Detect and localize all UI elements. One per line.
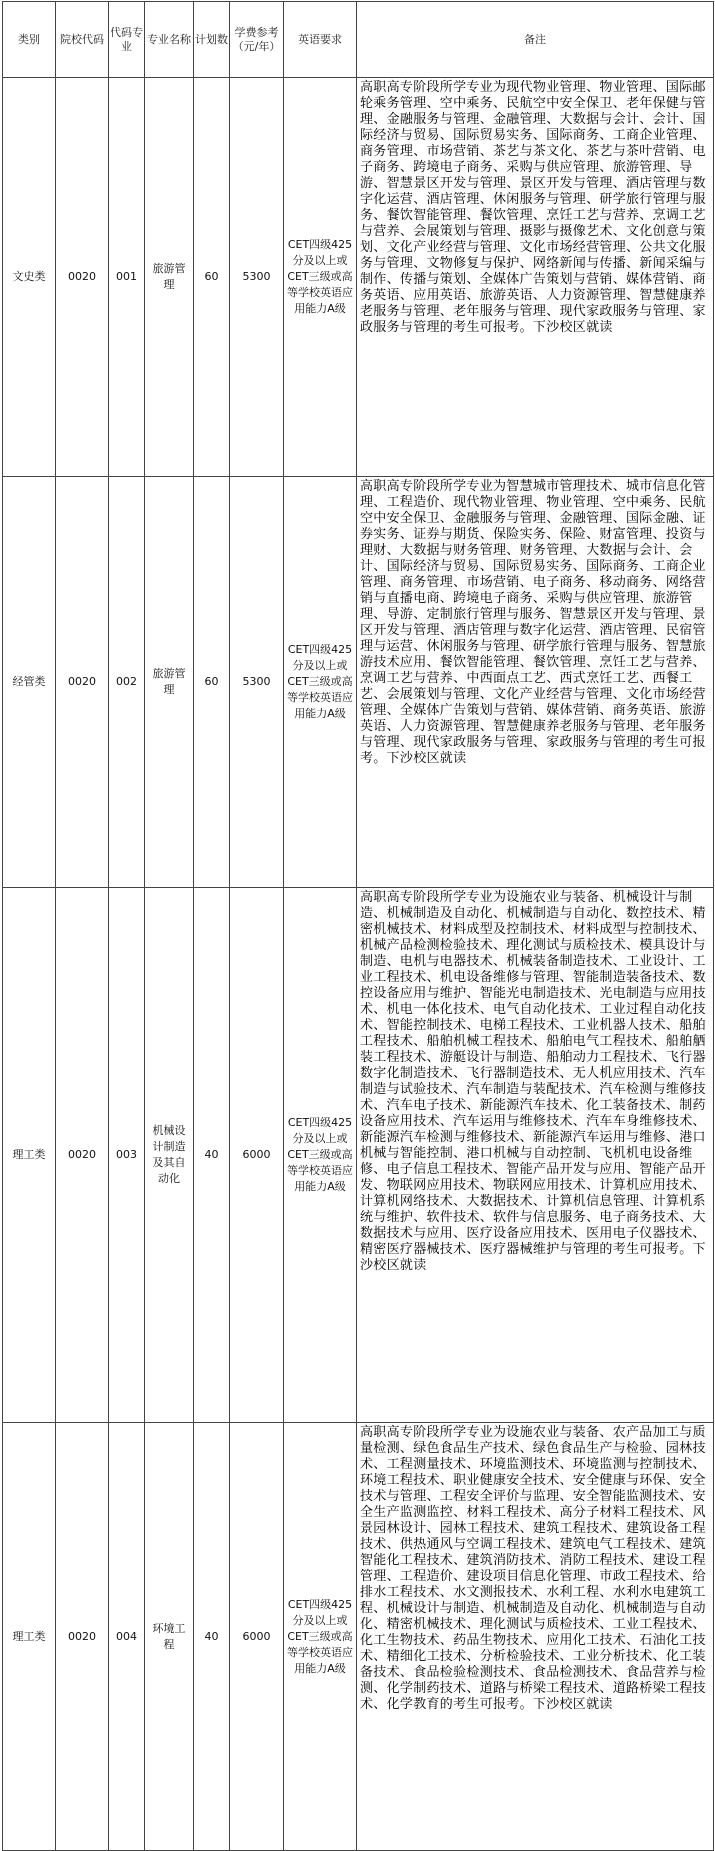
header-note: 备注 bbox=[357, 2, 714, 78]
cell-plan: 60 bbox=[194, 78, 230, 477]
cell-major-code: 004 bbox=[109, 1423, 145, 1851]
header-major-name: 专业名称 bbox=[145, 2, 194, 78]
table-row bbox=[3, 1423, 714, 1851]
cell-note: 高职高专阶段所学专业为现代物业管理、物业管理、国际邮轮乘务管理、空中乘务、民航空中安全保卫、老年保健与管理、金融服务与管理、金融管理、大数据与会计、会计、国际经济与贸易、国际贸易实务、国际商务、工商企业管理、商务管理、市场营销、茶艺与茶文化、茶艺与茶叶营销、电子商务、跨境电子商务、采购与供应管理、旅游管理、导游、智慧景区开发与管理、景区开发与管理、酒店管理与数字化运营、酒店管理、休闲服务与管理、研学旅行管理与服务、餐饮智能管理、餐饮管理、烹饪工艺与营养、烹调工艺与营养、会展策划与管理、摄影与摄像艺术、文化创意与策划、文化产业经营与管理、文化市场经营管理、公共文化服务与管理、文物修复与保护、网络新闻与传播、新闻采编与制作、传播与策划、全媒体广告策划与营销、媒体营销、商务英语、应用英语、旅游英语、人力资源管理、智慧健康养老服务与管理、老年服务与管理、现代家政服务与管理、家政服务与管理的考生可报考。下沙校区就读 bbox=[357, 78, 714, 477]
cell-tuition: 6000 bbox=[230, 1423, 284, 1851]
cell-category: 理工类 bbox=[3, 888, 56, 1423]
header-plan: 计划数 bbox=[194, 2, 230, 78]
cell-plan: 40 bbox=[194, 1423, 230, 1851]
header-row bbox=[3, 2, 714, 78]
table-row bbox=[3, 477, 714, 888]
cell-tuition: 5300 bbox=[230, 78, 284, 477]
cell-plan: 40 bbox=[194, 888, 230, 1423]
cell-tuition: 5300 bbox=[230, 477, 284, 888]
header-category: 类别 bbox=[3, 2, 56, 78]
cell-note: 高职高专阶段所学专业为智慧城市管理技术、城市信息化管理、工程造价、现代物业管理、物业管理、空中乘务、民航空中安全保卫、金融服务与管理、金融管理、国际金融、证券实务、证券与期货、保险实务、保险、财富管理、投资与理财、大数据与财务管理、财务管理、大数据与会计、会计、国际经济与贸易、国际贸易实务、国际商务、工商企业管理、商务管理、市场营销、电子商务、移动商务、网络营销与直播电商、跨境电子商务、采购与供应管理、旅游管理、导游、定制旅行管理与服务、智慧景区开发与管理、景区开发与管理、酒店管理与数字化运营、酒店管理、民宿管理与运营、休闲服务与管理、研学旅行管理与服务、智慧旅游技术应用、餐饮智能管理、餐饮管理、烹饪工艺与营养、烹调工艺与营养、中西面点工艺、西式烹饪工艺、西餐工艺、会展策划与管理、文化产业经营与管理、文化市场经营管理、全媒体广告策划与营销、媒体营销、商务英语、旅游英语、人力资源管理、智慧健康养老服务与管理、老年服务与管理、现代家政服务与管理、家政服务与管理的考生可报考。下沙校区就读 bbox=[357, 477, 714, 888]
header-major-code: 代码专业 bbox=[109, 2, 145, 78]
cell-note: 高职高专阶段所学专业为设施农业与装备、机械设计与制造、机械制造及自动化、机械制造与自动化、数控技术、精密机械技术、材料成型及控制技术、材料成型与控制技术、机械产品检测检验技术、理化测试与质检技术、模具设计与制造、电机与电器技术、机械装备制造技术、工业设计、工业工程技术、机电设备维修与管理、智能制造装备技术、数控设备应用与维护、智能光电制造技术、光电制造与应用技术、机电一体化技术、电气自动化技术、工业过程自动化技术、智能控制技术、电梯工程技术、工业机器人技术、船舶工程技术、船舶机械工程技术、船舶电气工程技术、船舶舾装工程技术、游艇设计与制造、船舶动力工程技术、飞行器数字化制造技术、飞行器制造技术、无人机应用技术、汽车制造与试验技术、汽车制造与装配技术、汽车检测与维修技术、汽车电子技术、新能源汽车技术、化工装备技术、制药设备应用技术、汽车运用与维修技术、汽车车身维修技术、新能源汽车检测与维修技术、新能源汽车运用与维修、港口机械与智能控制、港口机械与自动控制、飞机机电设备维修、电子信息工程技术、智能产品开发与应用、智能产品开发、物联网应用技术、物联网应用技术、计算机应用技术、计算机网络技术、大数据技术、计算机信息管理、计算机系统与维护、软件技术、软件与信息服务、电子商务技术、大数据技术与应用、医疗设备应用技术、医用电子仪器技术、精密医疗器械技术、医疗器械维护与管理的考生可报考。下沙校区就读 bbox=[357, 888, 714, 1423]
cell-major-name: 机械设计制造及其自动化 bbox=[145, 888, 194, 1423]
cell-major-code: 002 bbox=[109, 477, 145, 888]
cell-tuition: 6000 bbox=[230, 888, 284, 1423]
cell-english: CET四级425分及以上或CET三级或高等学校英语应用能力A级 bbox=[284, 1423, 357, 1851]
cell-school-code: 0020 bbox=[56, 888, 109, 1423]
cell-category: 理工类 bbox=[3, 1423, 56, 1851]
header-tuition: 学费参考（元/年） bbox=[230, 2, 284, 78]
cell-plan: 60 bbox=[194, 477, 230, 888]
cell-school-code: 0020 bbox=[56, 1423, 109, 1851]
cell-major-code: 001 bbox=[109, 78, 145, 477]
enrollment-table bbox=[2, 1, 714, 1851]
cell-school-code: 0020 bbox=[56, 78, 109, 477]
cell-school-code: 0020 bbox=[56, 477, 109, 888]
header-school-code: 院校代码 bbox=[56, 2, 109, 78]
cell-major-name: 环境工程 bbox=[145, 1423, 194, 1851]
table-row bbox=[3, 888, 714, 1423]
cell-major-name: 旅游管理 bbox=[145, 78, 194, 477]
cell-category: 文史类 bbox=[3, 78, 56, 477]
header-english: 英语要求 bbox=[284, 2, 357, 78]
cell-note: 高职高专阶段所学专业为设施农业与装备、农产品加工与质量检测、绿色食品生产技术、绿色食品生产与检验、园林技术、工程测量技术、环境监测技术、环境监测与控制技术、环境工程技术、职业健康安全技术、安全健康与环保、安全技术与管理、工程安全评价与监理、安全智能监测技术、安全生产监测监控、材料工程技术、高分子材料工程技术、风景园林设计、园林工程技术、建筑工程技术、建筑设备工程技术、供热通风与空调工程技术、建筑电气工程技术、建筑智能化工程技术、建筑消防技术、消防工程技术、建设工程管理、工程造价、建设项目信息化管理、市政工程技术、给排水工程技术、水文测报技术、水利工程、水利水电建筑工程、机械设计与制造、机械制造及自动化、机械制造与自动化、精密机械技术、理化测试与质检技术、工业工程技术、化工生物技术、药品生物技术、应用化工技术、石油化工技术、精细化工技术、分析检验技术、工业分析技术、化工装备技术、食品检验检测技术、食品检测技术、食品营养与检测、化学制药技术、道路与桥梁工程技术、道路桥梁工程技术、化学教育的考生可报考。下沙校区就读 bbox=[357, 1423, 714, 1851]
cell-english: CET四级425分及以上或CET三级或高等学校英语应用能力A级 bbox=[284, 888, 357, 1423]
cell-english: CET四级425分及以上或CET三级或高等学校英语应用能力A级 bbox=[284, 477, 357, 888]
cell-english: CET四级425分及以上或CET三级或高等学校英语应用能力A级 bbox=[284, 78, 357, 477]
cell-major-name: 旅游管理 bbox=[145, 477, 194, 888]
table-row bbox=[3, 78, 714, 477]
cell-major-code: 003 bbox=[109, 888, 145, 1423]
cell-category: 经管类 bbox=[3, 477, 56, 888]
